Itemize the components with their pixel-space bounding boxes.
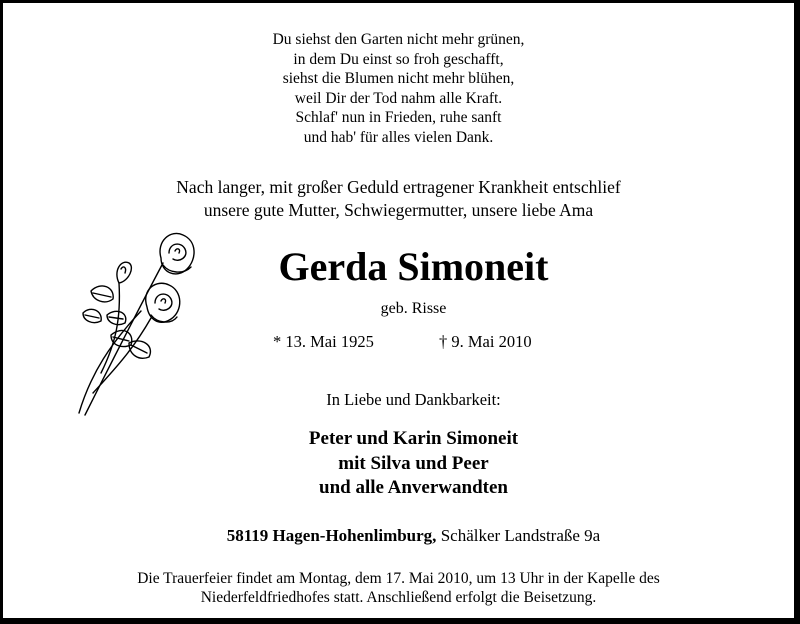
poem-line: und hab' für alles vielen Dank.: [303, 128, 494, 146]
obituary-notice: [3, 3, 794, 618]
poem: [3, 30, 794, 148]
poem-line: weil Dir der Tod nahm alle Kraft.: [294, 89, 503, 107]
address: [18, 525, 800, 547]
address-street: Schälker Landstraße 9a: [440, 526, 601, 545]
poem-line: siehst die Blumen nicht mehr blühen,: [282, 70, 515, 88]
death-date: † 9. Mai 2010: [439, 332, 532, 351]
intro-line: Nach langer, mit großer Geduld ertragener Krankheit entschlief: [176, 177, 621, 197]
intro-text: [3, 176, 794, 222]
service-line: Die Trauerfeier findet am Montag, dem 17. Mai 2010, um 13 Uhr in der Kapelle des: [137, 570, 660, 587]
service-line: Niederfeldfriedhofes statt. Anschließend erfolgt die Beisetzung.: [200, 589, 597, 606]
birth-date: * 13. Mai 1925: [273, 332, 374, 351]
intro-line: unsere gute Mutter, Schwiegermutter, unsere liebe Ama: [203, 200, 594, 220]
mourner-line: und alle Anverwandten: [319, 477, 508, 498]
deceased-name: Gerda Simoneit: [278, 244, 549, 289]
address-city: 58119 Hagen-Hohenlimburg,: [226, 526, 437, 545]
poem-line: Du siehst den Garten nicht mehr grünen,: [272, 31, 525, 48]
poem-line: in dem Du einst so froh geschafft,: [293, 50, 504, 68]
birth-name: geb. Risse: [380, 300, 447, 317]
gratitude-line: In Liebe und Dankbarkeit:: [326, 390, 501, 409]
mourner-line: Peter und Karin Simoneit: [308, 428, 519, 449]
mourners: [18, 427, 800, 501]
service-info: [3, 569, 794, 607]
poem-line: Schlaf' nun in Frieden, ruhe sanft: [295, 109, 502, 127]
mourner-line: mit Silva und Peer: [338, 452, 489, 474]
